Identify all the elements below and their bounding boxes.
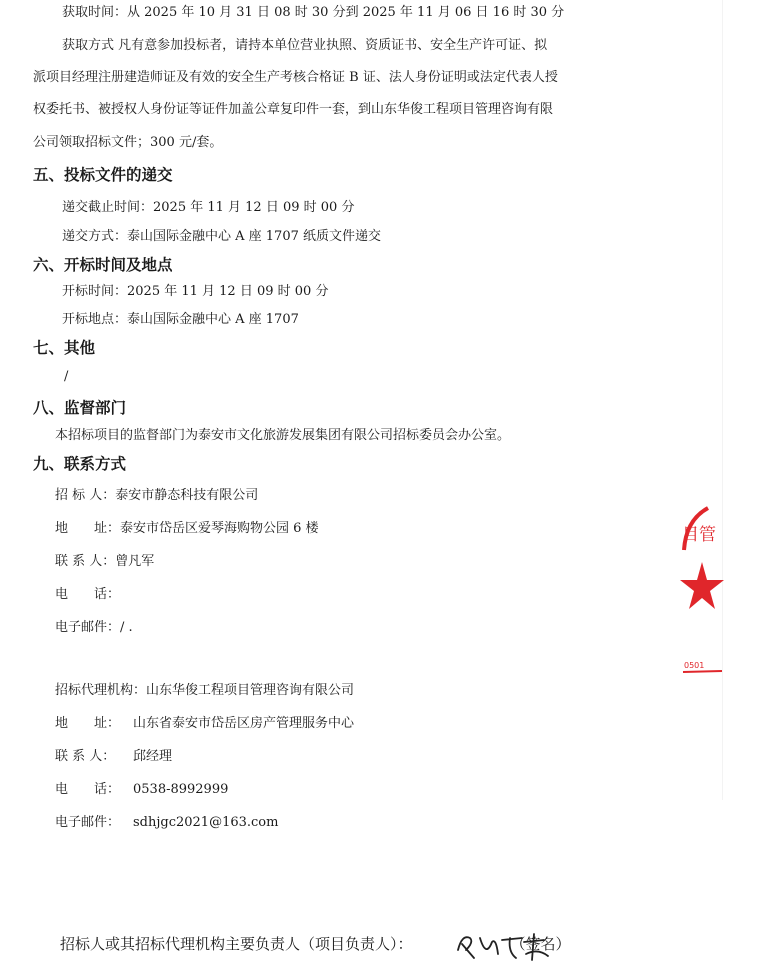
tenderer-email: / . <box>120 620 133 635</box>
company-seal-stamp <box>680 500 724 680</box>
acquire-method-line-4: 公司领取招标文件；300 元/套。 <box>33 135 223 150</box>
tenderer-address-label: 地 址： <box>55 521 121 536</box>
agency-phone-row <box>55 781 228 799</box>
seal-graphic <box>680 500 724 680</box>
section5-deadline: 递交截止时间：2025 年 11 月 12 日 09 时 00 分 <box>62 200 355 215</box>
section6-title: 六、开标时间及地点 <box>33 255 173 274</box>
agency-name-label: 招标代理机构： <box>55 683 147 698</box>
agency-contact-row <box>55 748 172 766</box>
section5-title: 五、投标文件的递交 <box>33 165 173 184</box>
tenderer-email-label: 电子邮件： <box>55 620 121 635</box>
tenderer-contact: 曾凡军 <box>115 554 155 569</box>
section7-content: / <box>64 369 69 384</box>
section8-title: 八、监督部门 <box>33 398 127 417</box>
tenderer-address-row <box>55 520 319 538</box>
tenderer-contact-label: 联 系 人： <box>55 554 116 569</box>
section5-method: 递交方式：泰山国际金融中心 A 座 1707 纸质文件递交 <box>62 229 382 244</box>
handwritten-signature <box>452 928 552 972</box>
seal-text: 目管 <box>682 525 716 545</box>
seal-code: 0501 <box>684 661 705 670</box>
agency-phone: 0538-8992999 <box>133 782 229 797</box>
section8-content: 本招标项目的监督部门为泰安市文化旅游发展集团有限公司招标委员会办公室。 <box>55 428 511 443</box>
tenderer-contact-row <box>55 553 154 571</box>
tenderer-name-row <box>55 487 258 505</box>
tenderer-address: 泰安市岱岳区爱琴海购物公园 6 楼 <box>120 521 319 536</box>
acquire-method-line-3: 权委托书、被授权人身份证等证件加盖公章复印件一套，到山东华俊工程项目管理咨询有限 <box>33 102 554 117</box>
acquire-method-line-2: 派项目经理注册建造师证及有效的安全生产考核合格证 B 证、法人身份证明或法定代表人授 <box>33 70 558 85</box>
agency-email: sdhjgc2021@163.com <box>133 815 279 830</box>
section9-title: 九、联系方式 <box>33 454 127 473</box>
acquire-time: 获取时间：从 2025 年 10 月 31 日 08 时 30 分到 2025 年 11 月 06 日 16 时 30 分 <box>62 5 565 20</box>
section7-title: 七、其他 <box>33 338 96 357</box>
agency-email-label: 电子邮件： <box>55 815 121 830</box>
acquire-method-line-1: 获取方式 凡有意参加投标者，请持本单位营业执照、资质证书、安全生产许可证、拟 <box>62 38 548 53</box>
tenderer-phone-row <box>55 586 120 604</box>
agency-contact: 邱经理 <box>133 749 173 764</box>
agency-address-label: 地 址： <box>55 716 121 731</box>
tenderer-name-label: 招 标 人： <box>55 488 116 503</box>
signature-suffix: （签名） <box>510 935 571 953</box>
agency-name-row <box>55 682 354 700</box>
section6-place: 开标地点：泰山国际金融中心 A 座 1707 <box>62 312 299 327</box>
agency-name: 山东华俊工程项目管理咨询有限公司 <box>146 683 355 698</box>
tenderer-phone-label: 电 话： <box>55 587 121 602</box>
agency-address: 山东省泰安市岱岳区房产管理服务中心 <box>133 716 355 731</box>
tenderer-email-row <box>55 619 133 637</box>
section6-time: 开标时间：2025 年 11 月 12 日 09 时 00 分 <box>62 284 329 299</box>
tenderer-name: 泰安市静态科技有限公司 <box>115 488 259 503</box>
signature-prefix: 招标人或其招标代理机构主要负责人（项目负责人）： <box>60 935 413 953</box>
seal-star-icon <box>680 562 724 609</box>
agency-phone-label: 电 话： <box>55 782 121 797</box>
page-edge-shadow <box>722 0 723 800</box>
agency-email-row <box>55 814 278 832</box>
agency-address-row <box>55 715 354 733</box>
agency-contact-label: 联 系 人： <box>55 749 116 764</box>
